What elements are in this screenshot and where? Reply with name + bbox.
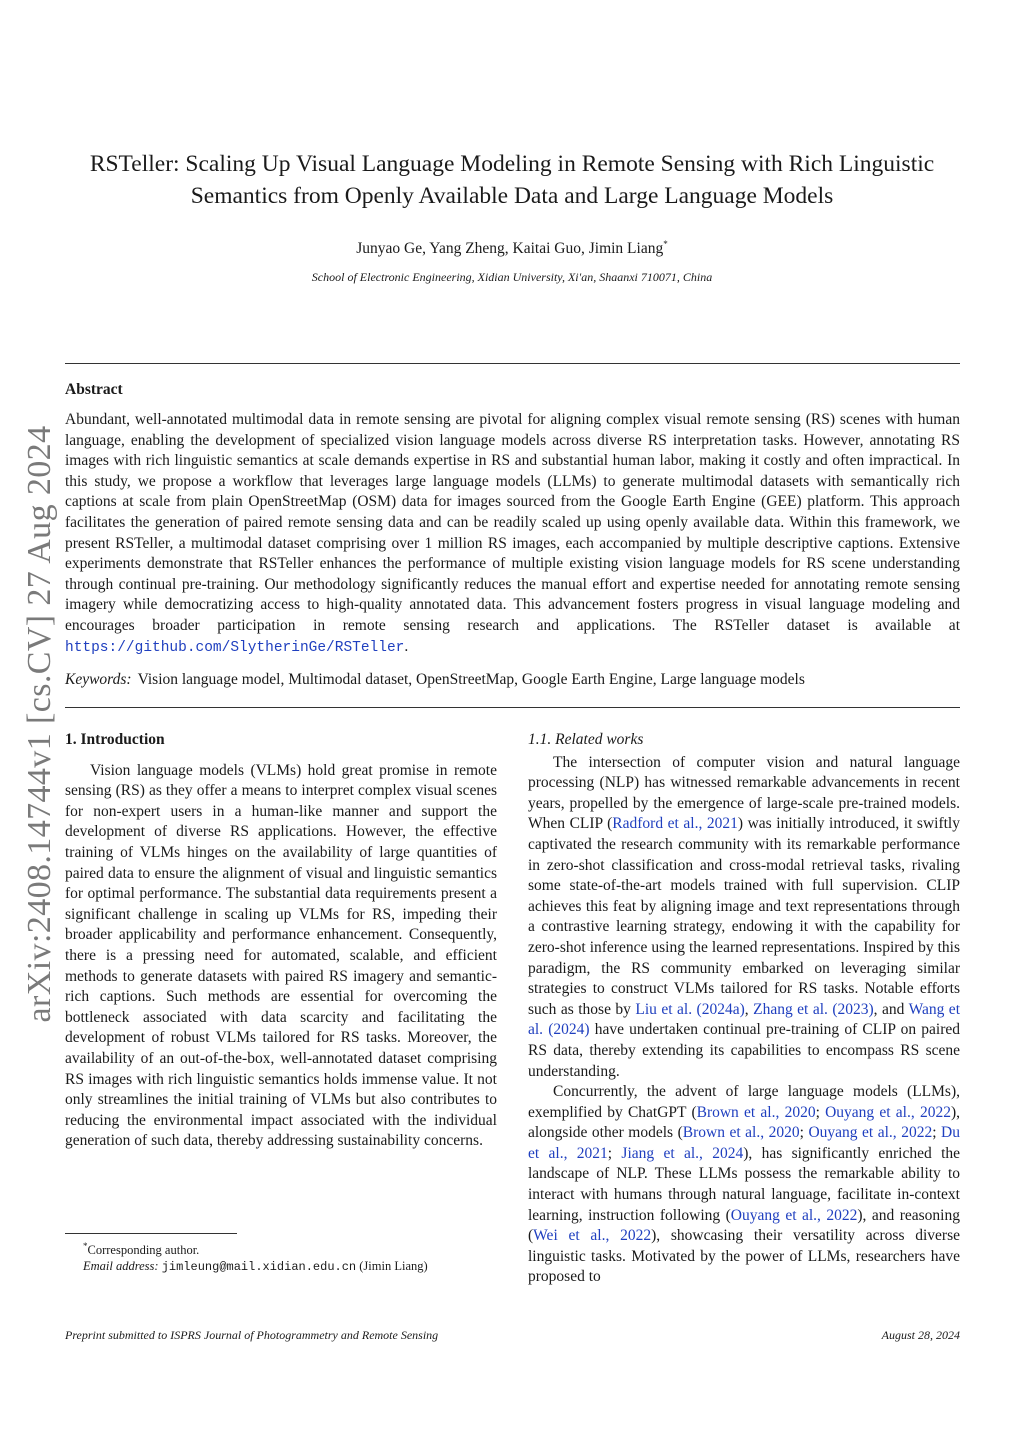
footnote-divider xyxy=(65,1233,237,1234)
citation-link[interactable]: Brown et al., 2020 xyxy=(682,1124,800,1142)
corresponding-mark: * xyxy=(663,239,668,249)
intro-paragraph: Vision language models (VLMs) hold great promise in remote sensing (RS) as they offer a means to interpret complex visual scenes for non-expert users in a human-like manner and support the development of diverse RS applications. However, the effective training of VLMs hinges on the availability of large quantities of paired data to ensure the alignment of visual and linguistic semantics for optimal performance. The substantial data requirements present a significant challenge in scaling up VLMs for RS, impeding their broader applicability and performance enhancement. Consequently, there is a pressing need for automated, scalable, and efficient methods to generate datasets with paired RS imagery and semantic-rich captions. Such methods are essential for overcoming the bottleneck associated with data scarcity and facilitating the development of robust VLMs tailored for RS tasks. Moreover, the availability of an out-of-the-box, well-annotated dataset comprising RS images with rich linguistic semantics holds immense value. It not only streamlines the initial training of VLMs but also contributes to reducing the environmental impact associated with the individual generation of such data, thereby addressing sustainability concerns. xyxy=(65,761,497,1150)
citation-link[interactable]: Ouyang et al., 2022 xyxy=(825,1103,951,1121)
email-owner: (Jimin Liang) xyxy=(359,1259,428,1274)
footnote xyxy=(65,1238,497,1275)
footer-date: August 28, 2024 xyxy=(881,1328,960,1342)
intro-heading: 1. Introduction xyxy=(65,731,165,748)
abstract-divider xyxy=(65,707,960,708)
author-list xyxy=(60,239,964,258)
right-column xyxy=(528,730,960,1288)
keywords-label: Keywords: xyxy=(65,671,132,688)
citation-link[interactable]: Radford et al., 2021 xyxy=(612,815,738,833)
abstract-heading: Abstract xyxy=(65,381,123,398)
related-paragraph-2: Concurrently, the advent of large language models (LLMs), exemplified by ChatGPT (Brown et al., 2020; Ouyang et al., 2022), alongside other models (Brown et al., 2020; Ouyang et al., 2022; Du et al., 2021; Jiang et al., 2024), has significantly enriched the landscape of NLP. These LLMs possess the remarkable ability to interact with humans through natural language, facilitate in-context learning, instruction following (Ouyang et al., 2022), and reasoning (Wei et al., 2022), showcasing their versatility across diverse linguistic tasks. Motivated by the power of LLMs, researchers have proposed to xyxy=(528,1083,961,1286)
citation-link[interactable]: Wei et al., 2022 xyxy=(533,1227,652,1245)
author-names: Junyao Ge, Yang Zheng, Kaitai Guo, Jimin Liang xyxy=(356,240,664,258)
left-column xyxy=(65,730,497,1152)
citation-link[interactable]: Zhang et al. (2023) xyxy=(753,1000,874,1018)
keywords xyxy=(65,671,960,689)
abstract-body-text: Abundant, well-annotated multimodal data in remote sensing are pivotal for aligning complex visual remote sensing (RS) scenes with human language, enabling the development of specialized vision language models across diverse RS interpretation tasks. However, annotating RS images with rich linguistic semantics at scale demands expertise in RS and substantial human labor, making it costly and often impractical. In this study, we propose a workflow that leverages large language models (LLMs) to generate multimodal datasets with semantically rich captions at scale from plain OpenStreetMap (OSM) data for images sourced from the Google Earth Engine (GEE) platform. This approach facilitates the generation of paired remote sensing data and can be readily scaled up using openly available data. Within this framework, we present RSTeller, a multimodal dataset comprising over 1 million RS images, each accompanied by multiple descriptive captions. Extensive experiments demonstrate that RSTeller enhances the performance of multiple existing vision language models for RS scene understanding through continual pre-training. Our methodology significantly reduces the manual effort and expertise needed for annotating remote sensing imagery while democratizing access to high-quality annotated data. This advancement fosters progress in visual language modeling and encourages broader participation in remote sensing research and applications. The RSTeller dataset is available at xyxy=(65,411,960,634)
arxiv-stamp: arXiv:2408.14744v1 [cs.CV] 27 Aug 2024 xyxy=(21,425,58,1023)
citation-link[interactable]: Jiang et al., 2024 xyxy=(621,1144,744,1162)
citation-link[interactable]: Du et al., 2021 xyxy=(528,1124,960,1162)
keywords-text: Vision language model, Multimodal dataset, OpenStreetMap, Google Earth Engine, Large language models xyxy=(137,671,805,688)
affiliation: School of Electronic Engineering, Xidian University, Xi'an, Shaanxi 710071, China xyxy=(311,270,713,284)
related-paragraph-1: The intersection of computer vision and natural language processing (NLP) has witnessed remarkable advancements in recent years, propelled by the emergence of large-scale pre-trained models. When CLIP (Radford et al., 2021) was initially introduced, it swiftly captivated the research community with its remarkable performance in zero-shot classification and cross-modal retrieval tasks, rivaling some state-of-the-art models trained with full supervision. CLIP achieves this feat by aligning image and text representations through a contrastive learning strategy, endowing it with the capability for zero-shot inference using the learned representations. Inspired by this paradigm, the RS community embarked on leveraging similar strategies to construct VLMs tailored for RS tasks. Notable efforts such as those by Liu et al. (2024a), Zhang et al. (2023), and Wang et al. (2024) have undertaken continual pre-training of CLIP on paired RS data, thereby extending its capabilities to encompass RS scene understanding. xyxy=(528,753,960,1080)
email-label: Email address: xyxy=(83,1259,159,1274)
abstract-text xyxy=(65,410,960,658)
corresponding-note: *Corresponding author. xyxy=(83,1241,200,1258)
citation-link[interactable]: Brown et al., 2020 xyxy=(696,1103,816,1121)
paper-title: RSTeller: Scaling Up Visual Language Modeling in Remote Sensing with Rich Linguistic Semantics from Openly Available Data and Large Language Models xyxy=(89,151,935,209)
email-address[interactable]: jimleung@mail.xidian.edu.cn xyxy=(161,1260,357,1275)
citation-link[interactable]: Ouyang et al., 2022 xyxy=(730,1206,858,1224)
abstract-end: . xyxy=(404,637,409,655)
top-divider xyxy=(65,363,960,364)
dataset-link[interactable]: https://github.com/SlytherinGe/RSTeller xyxy=(65,639,405,656)
citation-link[interactable]: Liu et al. (2024a) xyxy=(635,1000,745,1018)
citation-link[interactable]: Ouyang et al., 2022 xyxy=(808,1124,933,1142)
footnote-mark: * xyxy=(83,1241,88,1251)
citation-link[interactable]: Wang et al. (2024) xyxy=(528,1000,960,1039)
email-note xyxy=(65,1258,497,1275)
related-works-heading: 1.1. Related works xyxy=(528,731,644,748)
footer-journal: Preprint submitted to ISPRS Journal of Photogrammetry and Remote Sensing xyxy=(65,1328,439,1342)
